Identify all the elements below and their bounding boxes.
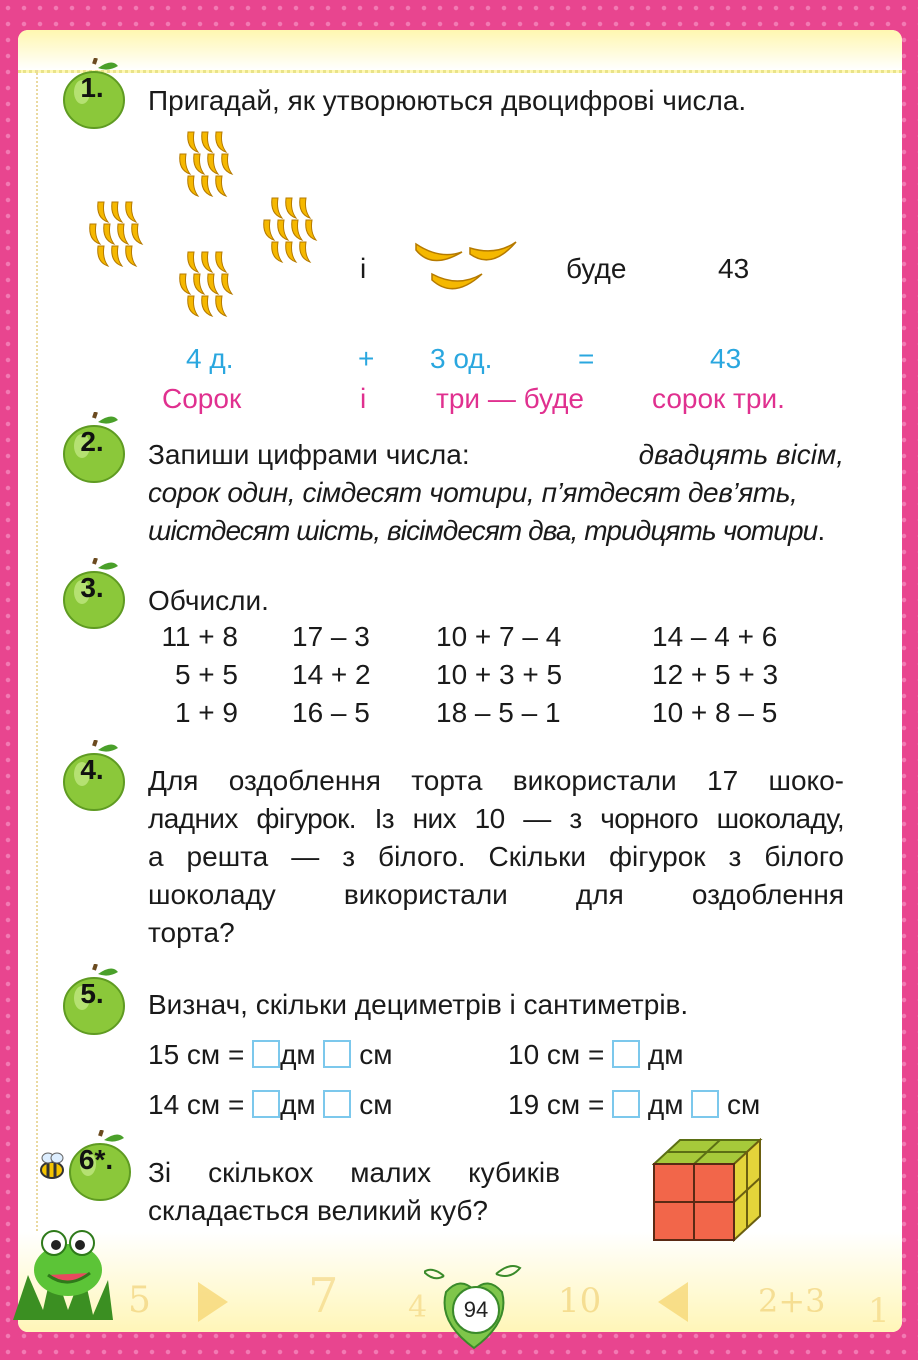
expr: 18 – 5 – 1 [436,697,561,728]
answer-box[interactable] [323,1090,351,1118]
task-2-period: . [817,515,825,546]
three-bananas-illustration [412,230,520,300]
cube-illustration [652,1138,764,1242]
word: для [575,879,624,910]
dm-unit: дм [280,1039,316,1070]
expr: 10 + 3 + 5 [436,659,563,690]
expr: 16 – 5 [292,697,370,728]
answer-box[interactable] [252,1090,280,1118]
task-1-result: 43 [718,253,750,284]
conversion-row-1 [148,1036,393,1074]
expr: 14 – 4 + 6 [652,621,778,652]
word: Зі [148,1157,172,1188]
eq-result: 43 [710,343,742,374]
task-number: 3. [80,572,104,603]
task-2-numbers-italic: двадцять вісім, [638,439,844,470]
word: використали [343,879,508,910]
task-4-line: ладних фігурок. Із них 10 — з чорного шоколаду, [148,803,844,834]
expr: 12 + 5 + 3 [652,659,779,690]
word: скількох [208,1157,314,1188]
eq-equals: = [578,343,595,374]
word-tens: Сорок [162,383,242,414]
task-2-line-1 [148,436,844,474]
dm-unit: дм [647,1089,684,1120]
cm-unit: см [727,1089,761,1120]
task-1-and: і [360,253,367,284]
svg-text:5: 5 [128,1280,151,1321]
cm-unit: см [359,1089,393,1120]
task-3-title: Обчисли. [148,585,269,616]
cm-value: 15 см = [148,1039,245,1070]
answer-box[interactable] [252,1040,280,1068]
eq-units: 3 од. [430,343,493,374]
answer-box[interactable] [612,1090,640,1118]
word-units: три — буде [436,383,584,414]
task-5-apple-badge [60,964,128,1036]
top-decoration [18,30,902,73]
cm-value: 19 см = [508,1089,605,1120]
task-2-apple-badge [60,412,128,484]
conversion-row-2 [508,1036,683,1074]
expr: 17 – 3 [292,621,370,652]
task-2-line-3 [148,512,848,550]
answer-box[interactable] [612,1040,640,1068]
svg-text:2+3: 2+3 [758,1282,826,1320]
answer-box[interactable] [691,1090,719,1118]
svg-text:1: 1 [868,1291,890,1331]
task-number: 6*. [78,1144,114,1175]
word: кубиків [468,1157,560,1188]
expr: 14 + 2 [292,659,371,690]
task-6-apple-badge [66,1130,134,1202]
task-4-line: Для оздоблення торта використали 17 шоко- [148,765,844,796]
task-4-line: торта? [148,917,235,948]
task-1-apple-badge [60,58,128,130]
task-4-line: а решта — з білого. Скільки фігурок з білого [148,841,844,872]
svg-text:7: 7 [308,1268,339,1324]
expr: 5 + 5 [174,659,238,690]
frog-decoration [8,1215,118,1325]
word: оздоблення [691,879,844,910]
page-number: 94 [452,1286,500,1334]
task-5-title: Визнач, скільки дециметрів і сантиметрів. [148,989,689,1020]
task-3-apple-badge [60,558,128,630]
eq-tens: 4 д. [186,343,234,374]
svg-text:10: 10 [558,1281,602,1321]
task-number: 5. [80,978,104,1009]
svg-text:4: 4 [408,1290,428,1325]
conversion-row-4 [508,1086,760,1124]
task-6-line-2: складається великий куб? [148,1195,489,1226]
task-4-apple-badge [60,740,128,812]
word: малих [350,1157,432,1188]
expr: 1 + 9 [174,697,238,728]
banana-tens-illustration [78,128,348,340]
cm-value: 14 см = [148,1089,245,1120]
left-decoration [18,70,38,1250]
eq-plus: + [358,343,375,374]
expr: 11 + 8 [161,621,238,652]
expr: 10 + 8 – 5 [652,697,778,728]
task-number: 2. [80,426,104,457]
task-number: 4. [80,754,104,785]
answer-box[interactable] [323,1040,351,1068]
task-2-lead: Запиши цифрами числа: [148,439,470,470]
cm-value: 10 см = [508,1039,605,1070]
word-result: сорок три. [652,383,785,414]
dm-unit: дм [647,1039,684,1070]
task-2-line-2: сорок один, сімдесят чотири, п’ятдесят дев’ять, [148,477,798,508]
task-number: 1. [80,72,104,103]
dm-unit: дм [280,1089,316,1120]
word-and: і [360,383,367,414]
word: шоколаду [148,879,276,910]
cm-unit: см [359,1039,393,1070]
task-1-will-be: буде [566,253,627,284]
task-1-title: Пригадай, як утворюються двоцифрові числа. [148,85,747,116]
expr: 10 + 7 – 4 [436,621,562,652]
task-4-line [148,876,844,914]
conversion-row-3 [148,1086,393,1124]
task-2-numbers-italic-end: шістдесят шість, вісімдесят два, тридцять чотири [148,515,818,546]
task-6-line-1 [148,1154,560,1192]
